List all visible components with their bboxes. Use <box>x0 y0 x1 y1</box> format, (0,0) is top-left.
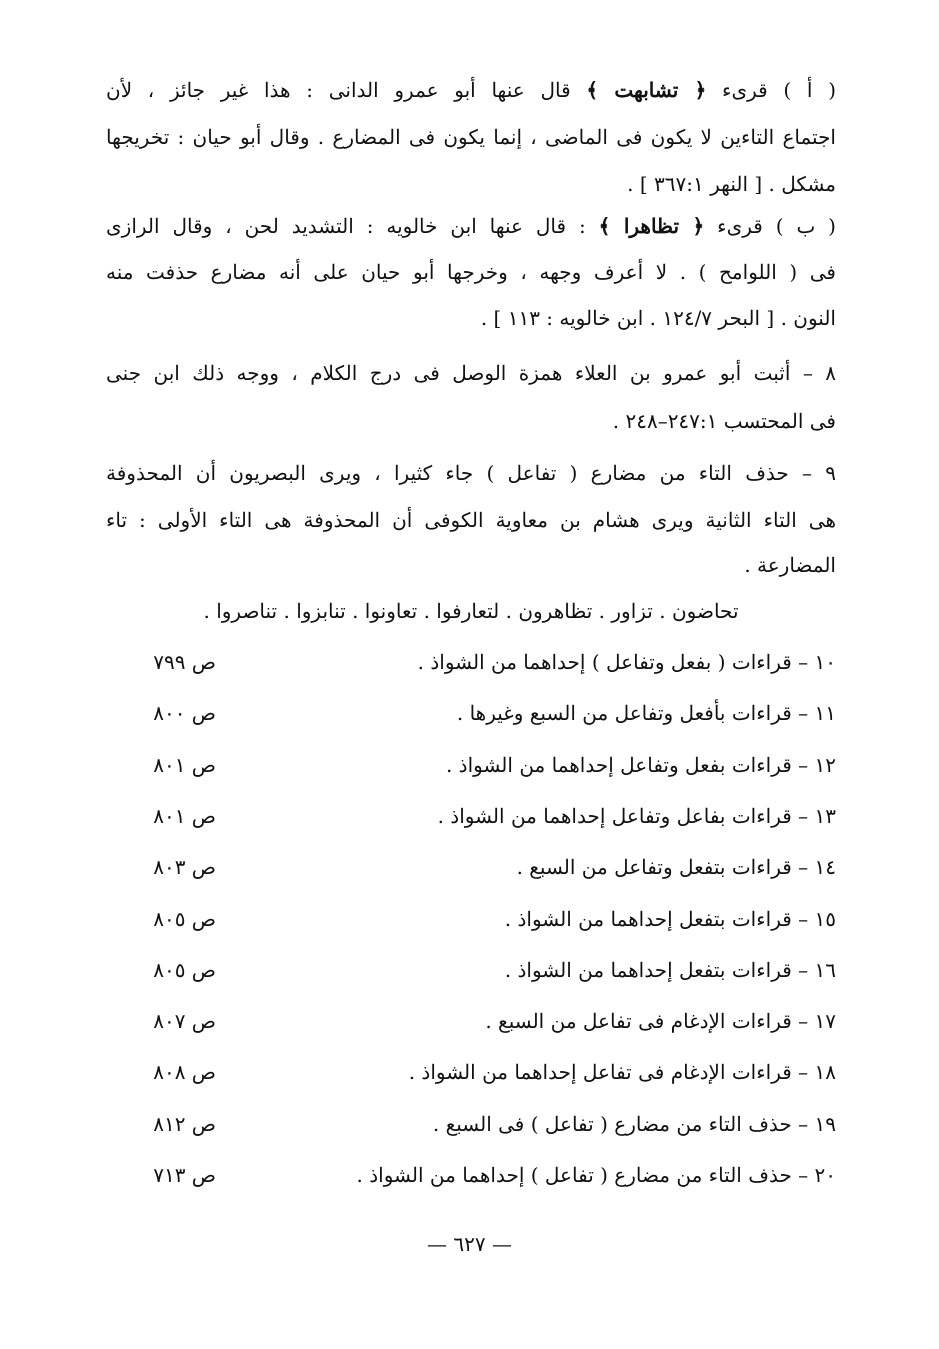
note-9-line-3: المضارعة . <box>744 553 836 577</box>
note-9-examples: تحاضون . تزاور . تظاهرون . لتعارفوا . تعاونوا . تنابزوا . تناصروا . <box>203 599 739 623</box>
index-item-page-ref: ص ٨٠٠ <box>153 701 216 725</box>
index-item-text: ١٠ – قراءات ( بفعل وتفاعل ) إحداهما من الشواذ . <box>417 650 836 674</box>
note-alif-rest: قال عنها أبو عمرو الدانى : هذا غير جائز ، لأن <box>106 78 587 102</box>
index-item-text: ٢٠ – حذف التاء من مضارع ( تفاعل ) إحداهما من الشواذ . <box>356 1163 836 1187</box>
index-item-text: ١٩ – حذف التاء من مضارع ( تفاعل ) فى السبع . <box>432 1112 836 1136</box>
index-item <box>106 954 836 986</box>
index-item-text: ١٥ – قراءات بتفعل إحداهما من الشواذ . <box>504 907 836 931</box>
index-item-page-ref: ص ٧١٣ <box>153 1163 216 1187</box>
index-item <box>106 1005 836 1037</box>
index-item <box>106 646 836 678</box>
index-item-page-ref: ص ٨٠١ <box>153 804 216 828</box>
index-item-text: ١٣ – قراءات بفاعل وتفاعل إحداهما من الشواذ . <box>437 804 836 828</box>
note-9-line-2: هى التاء الثانية ويرى هشام بن معاوية الكوفى أن المحذوفة هى التاء الأولى : تاء <box>106 508 836 532</box>
index-item <box>106 1159 836 1191</box>
page-number: — ٦٢٧ — <box>427 1232 512 1256</box>
index-item-page-ref: ص ٨١٢ <box>153 1112 216 1136</box>
note-alif-line-3: مشكل . [ النهر ٣٦٧:١ ] . <box>627 172 836 196</box>
note-ba-rest: : قال عنها ابن خالويه : التشديد لحن ، وقال الرازى <box>106 214 599 238</box>
index-item-page-ref: ص ٨٠٨ <box>153 1060 216 1084</box>
index-item-page-ref: ص ٨٠٥ <box>153 907 216 931</box>
note-ba-prefix: ( ب ) قرىء <box>704 214 836 238</box>
quranic-word-tazahara: ﴿ تظاهرا ﴾ <box>598 214 705 238</box>
index-item <box>106 851 836 883</box>
note-8-line-2: فى المحتسب ٢٤٧:١–٢٤٨ . <box>612 409 836 433</box>
index-item <box>106 1056 836 1088</box>
note-ba-line-1 <box>106 210 836 242</box>
index-item-text: ١١ – قراءات بأفعل وتفاعل من السبع وغيرها . <box>456 701 836 725</box>
index-item-text: ١٦ – قراءات بتفعل إحداهما من الشواذ . <box>504 958 836 982</box>
index-item <box>106 697 836 729</box>
note-9-line-1: ٩ – حذف التاء من مضارع ( تفاعل ) جاء كثيرا ، ويرى البصريون أن المحذوفة <box>106 461 836 485</box>
note-alif-line-1 <box>106 74 836 106</box>
index-item <box>106 800 836 832</box>
index-item <box>106 1108 836 1140</box>
note-alif-line-2: اجتماع التاءين لا يكون فى الماضى ، إنما يكون فى المضارع . وقال أبو حيان : تخريجها <box>106 125 836 149</box>
index-item-text: ١٢ – قراءات بفعل وتفاعل إحداهما من الشواذ . <box>445 753 836 777</box>
index-item <box>106 903 836 935</box>
note-ba-line-3: النون . [ البحر ١٢٤/٧ . ابن خالويه : ١١٣ ] . <box>480 306 836 330</box>
note-8-line-1: ٨ – أثبت أبو عمرو بن العلاء همزة الوصل فى درج الكلام ، ووجه ذلك ابن جنى <box>106 361 836 385</box>
index-item-page-ref: ص ٨٠١ <box>153 753 216 777</box>
index-item-text: ١٧ – قراءات الإدغام فى تفاعل من السبع . <box>485 1009 836 1033</box>
index-item-text: ١٨ – قراءات الإدغام فى تفاعل إحداهما من الشواذ . <box>408 1060 836 1084</box>
index-item-page-ref: ص ٨٠٥ <box>153 958 216 982</box>
index-item-text: ١٤ – قراءات بتفعل وتفاعل من السبع . <box>516 855 836 879</box>
index-item-page-ref: ص ٨٠٣ <box>153 855 216 879</box>
index-item-page-ref: ص ٧٩٩ <box>153 650 216 674</box>
index-item-page-ref: ص ٨٠٧ <box>153 1009 216 1033</box>
note-ba-line-2: فى ( اللوامح ) . لا أعرف وجهه ، وخرجها أبو حيان على أنه مضارع حذفت منه <box>106 260 836 284</box>
quranic-word-tashabahat: ﴿ تشابهت ﴾ <box>586 78 707 102</box>
index-item <box>106 749 836 781</box>
note-alif-prefix: ( أ ) قرىء <box>706 78 836 102</box>
